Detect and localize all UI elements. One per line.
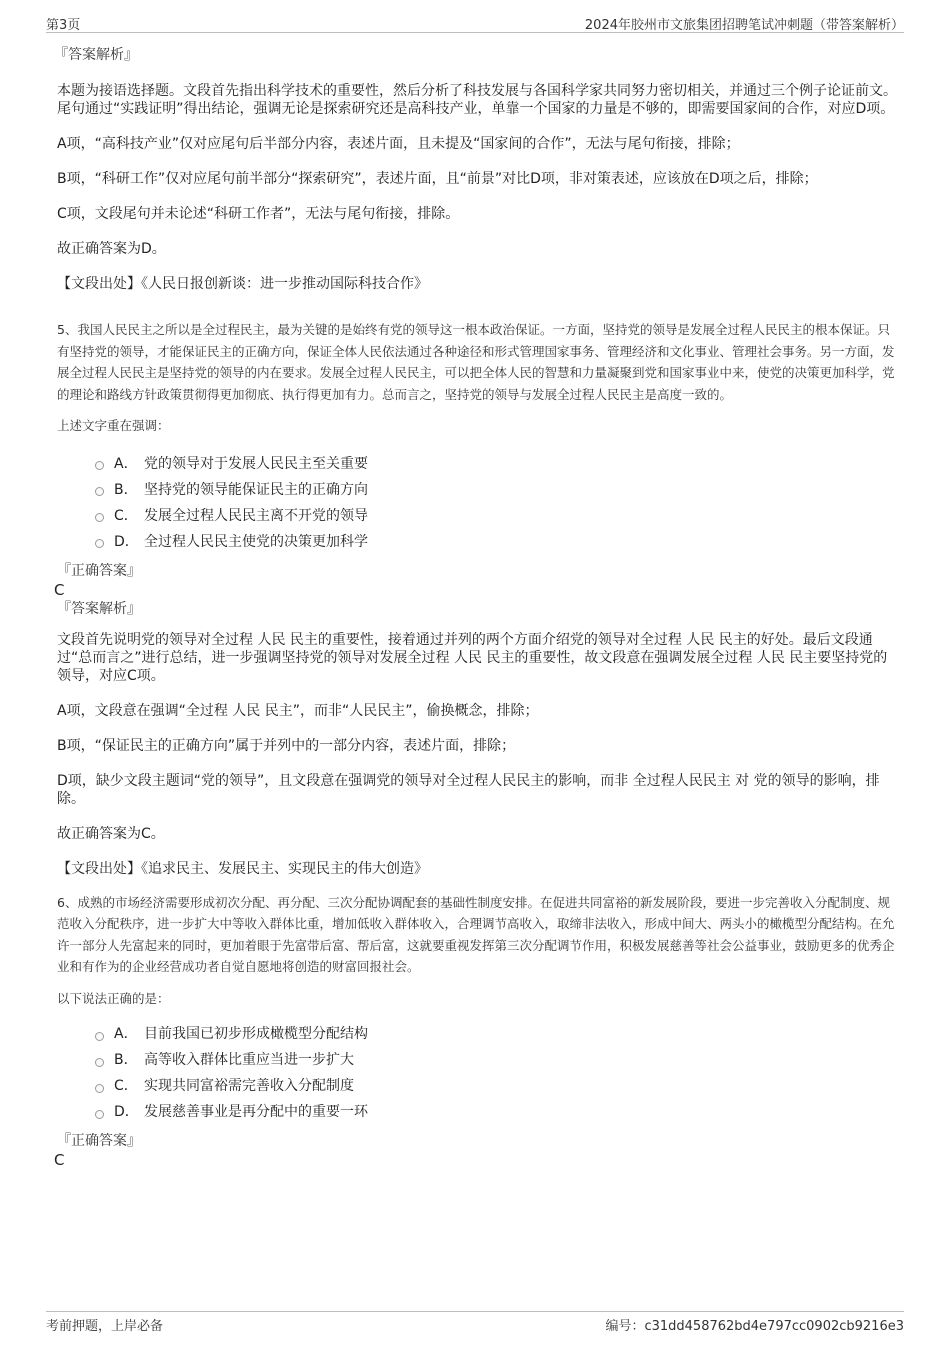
question-prompt: 上述文字重在强调：: [57, 418, 170, 433]
option-letter: D．: [114, 533, 139, 550]
option-letter: A．: [114, 1026, 138, 1042]
page-number: 第3页: [46, 18, 81, 33]
option-d[interactable]: [95, 529, 897, 555]
answer-label: 『正确答案』: [57, 1133, 141, 1149]
option-letter: B．: [114, 1052, 138, 1068]
question-prompt: 以下说法正确的是：: [57, 990, 170, 1006]
prev-question-analysis: [54, 45, 897, 293]
analysis-option-b: B项，“保证民主的正确方向”属于并列中的一部分内容，表述片面，排除；: [57, 737, 516, 754]
radio-button-icon[interactable]: [95, 1032, 104, 1041]
radio-button-icon[interactable]: [95, 1084, 104, 1093]
radio-button-icon[interactable]: [95, 1058, 104, 1067]
radio-button-icon[interactable]: [95, 539, 104, 548]
option-c[interactable]: [95, 1073, 897, 1099]
analysis-option-c: C项，文段尾句并未论述“科研工作者”，无法与尾句衔接，排除。: [57, 206, 460, 222]
option-text: 发展慈善事业是再分配中的重要一环: [144, 1104, 368, 1120]
option-letter: C．: [114, 507, 138, 524]
option-d[interactable]: [95, 1099, 897, 1125]
analysis-source: 【文段出处】《追求民主、发展民主、实现民主的伟大创造》: [57, 860, 428, 877]
analysis-label: 『答案解析』: [57, 600, 141, 617]
option-letter: D．: [114, 1104, 139, 1120]
footer-slogan: 考前押题，上岸必备: [46, 1319, 164, 1334]
option-a[interactable]: [95, 451, 897, 477]
analysis-source: 【文段出处】《人民日报创新谈：进一步推动国际科技合作》: [57, 276, 428, 292]
radio-button-icon[interactable]: [95, 487, 104, 496]
analysis-main: 文段首先说明党的领导对全过程 人民 民主的重要性，接着通过并列的两个方面介绍党的领导对全过程 人民 民主的好处。最后文段通过“总而言之”进行总结，进一步强调坚持党的领导对发展全过程 人民 民主的重要性，故文段意在强调发展全过程 人民 民主要坚持党的领导，对应C项。: [57, 631, 888, 684]
option-text: 党的领导对于发展人民民主至关重要: [144, 455, 368, 472]
question-stem: 5、我国人民民主之所以是全过程民主，最为关键的是始终有党的领导这一根本政治保证。一方面，坚持党的领导是发展全过程人民民主的根本保证。只有坚持党的领导，才能保证民主的正确方向，保证全体人民依法通过各种途径和形式管理国家事务、管理经济和文化事业、管理社会事务。另一方面，发展全过程人民民主是坚持党的领导的内在要求。发展全过程人民民主，可以把全体人民的智慧和力量凝聚到党和国家事业中来，使党的决策更加科学，党的理论和路线方针政策贯彻得更加彻底、执行得更加有力。总而言之，坚持党的领导与发展全过程人民民主是高度一致的。: [57, 322, 895, 402]
page-content: [54, 45, 897, 1169]
option-letter: B．: [114, 481, 138, 498]
option-text: 全过程人民民主使党的决策更加科学: [144, 533, 368, 550]
document-title: 2024年胶州市文旅集团招聘笔试冲刺题（带答案解析）: [584, 18, 904, 33]
correct-answer: C: [54, 1151, 65, 1169]
question-6: [54, 892, 897, 1170]
option-list: [95, 1021, 897, 1125]
option-text: 坚持党的领导能保证民主的正确方向: [144, 481, 368, 498]
option-c[interactable]: [95, 503, 897, 529]
radio-button-icon[interactable]: [95, 513, 104, 522]
option-text: 高等收入群体比重应当进一步扩大: [144, 1052, 354, 1068]
option-a[interactable]: [95, 1021, 897, 1047]
question-5: [54, 319, 897, 878]
option-list: [95, 451, 897, 555]
analysis-option-a: A项，“高科技产业”仅对应尾句后半部分内容，表述片面，且未提及“国家间的合作”，无法与尾句衔接，排除；: [57, 136, 740, 152]
analysis-label: 『答案解析』: [54, 47, 138, 63]
analysis-conclusion: 故正确答案为C。: [57, 825, 165, 842]
answer-label: 『正确答案』: [57, 562, 141, 579]
analysis-option-b: B项，“科研工作”仅对应尾句前半部分“探索研究”，表述片面，且“前景”对比D项，非对策表述，应该放在D项之后，排除；: [57, 171, 818, 187]
radio-button-icon[interactable]: [95, 461, 104, 470]
option-b[interactable]: [95, 477, 897, 503]
page-header: [46, 12, 904, 33]
radio-button-icon[interactable]: [95, 1110, 104, 1119]
option-letter: A．: [114, 455, 138, 472]
option-text: 实现共同富裕需完善收入分配制度: [144, 1078, 354, 1094]
analysis-main: 本题为接语选择题。文段首先指出科学技术的重要性，然后分析了科技发展与各国科学家共同努力密切相关，并通过三个例子论证前文。尾句通过“实践证明”得出结论，强调无论是探索研究还是高科技产业，单靠一个国家的力量是不够的，即需要国家间的合作，对应D项。: [57, 83, 897, 117]
document-serial: 编号：c31dd458762bd4e797cc0902cb9216e3: [605, 1319, 904, 1334]
analysis-option-d: D项，缺少文段主题词“党的领导”，且文段意在强调党的领导对全过程人民民主的影响，而非 全过程人民民主 对 党的领导的影响，排除。: [57, 772, 880, 807]
page-footer: [46, 1311, 904, 1334]
correct-answer: C: [54, 580, 65, 599]
option-text: 发展全过程人民民主离不开党的领导: [144, 507, 368, 524]
option-letter: C．: [114, 1078, 138, 1094]
option-b[interactable]: [95, 1047, 897, 1073]
option-text: 目前我国已初步形成橄榄型分配结构: [144, 1026, 368, 1042]
analysis-conclusion: 故正确答案为D。: [57, 241, 166, 257]
analysis-option-a: A项，文段意在强调“全过程 人民 民主”，而非“人民民主”，偷换概念，排除；: [57, 702, 539, 719]
question-stem: 6、成熟的市场经济需要形成初次分配、再分配、三次分配协调配套的基础性制度安排。在促进共同富裕的新发展阶段，要进一步完善收入分配制度、规范收入分配秩序，进一步扩大中等收入群体比重，增加低收入群体收入，合理调节高收入，取缔非法收入，形成中间大、两头小的橄榄型分配结构。在允许一部分人先富起来的同时，更加着眼于先富带后富、帮后富，这就要重视发挥第三次分配调节作用，积极发展慈善等社会公益事业，鼓励更多的优秀企业和有作为的企业经营成功者自觉自愿地将创造的财富回报社会。: [57, 894, 895, 974]
